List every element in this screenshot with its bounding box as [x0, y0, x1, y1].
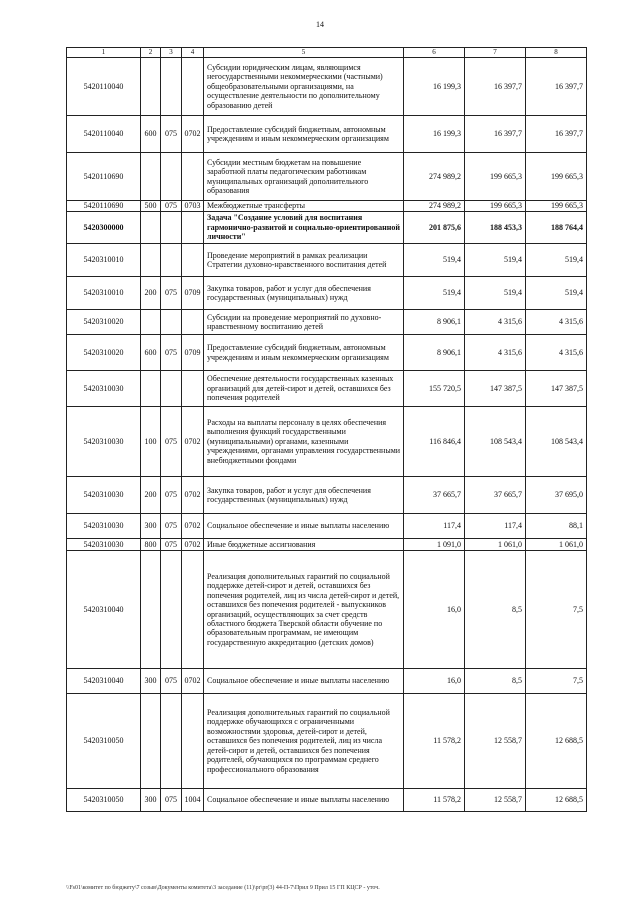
row-value-8: 37 695,0 — [526, 477, 587, 514]
row-col4 — [182, 694, 204, 789]
row-description: Проведение мероприятий в рамках реализации Стратегии духовно-нравственного воспитания детей — [204, 244, 404, 277]
row-value-6: 1 091,0 — [404, 539, 465, 551]
table-row — [67, 551, 587, 669]
table-row — [67, 153, 587, 201]
row-col4 — [182, 58, 204, 116]
row-value-7: 117,4 — [465, 514, 526, 539]
row-value-7: 16 397,7 — [465, 116, 526, 153]
row-value-8: 519,4 — [526, 277, 587, 310]
table-row — [67, 407, 587, 477]
row-col4: 0702 — [182, 407, 204, 477]
row-value-6: 274 989,2 — [404, 201, 465, 212]
row-value-7: 4 315,6 — [465, 335, 526, 371]
row-description: Предоставление субсидий бюджетным, автономным учреждениям и иным некоммерческим организациям — [204, 116, 404, 153]
row-col3: 075 — [161, 514, 182, 539]
row-description: Межбюджетные трансферты — [204, 201, 404, 212]
row-description: Закупка товаров, работ и услуг для обеспечения государственных (муниципальных) нужд — [204, 277, 404, 310]
row-col4: 0702 — [182, 514, 204, 539]
row-value-7: 37 665,7 — [465, 477, 526, 514]
row-col4 — [182, 244, 204, 277]
header-cell: 4 — [182, 48, 204, 58]
table-row — [67, 244, 587, 277]
row-value-6: 11 578,2 — [404, 789, 465, 812]
row-value-6: 16,0 — [404, 669, 465, 694]
row-description: Социальное обеспечение и иные выплаты населению — [204, 789, 404, 812]
row-col4: 0702 — [182, 669, 204, 694]
header-cell: 8 — [526, 48, 587, 58]
row-col3: 075 — [161, 789, 182, 812]
table-row — [67, 58, 587, 116]
row-col3 — [161, 153, 182, 201]
row-col3 — [161, 212, 182, 244]
row-value-6: 201 875,6 — [404, 212, 465, 244]
row-description: Субсидии местным бюджетам на повышение заработной платы педагогическим работникам муниципальных организаций дополнительного образования — [204, 153, 404, 201]
row-description: Реализация дополнительных гарантий по социальной поддержке детей-сирот и детей, оставшихся без попечения родителей, лиц из числа детей-сирот и детей, оставшихся без попечения родителей - выпускников организаций, осуществляющих за счет средств областного бюджета Тверской области обучение по образовательным программам, не имеющим государственную аккредитацию (детских домов) — [204, 551, 404, 669]
header-row — [67, 48, 587, 58]
row-value-7: 12 558,7 — [465, 789, 526, 812]
table-row — [67, 116, 587, 153]
row-col4: 0709 — [182, 277, 204, 310]
header-cell: 5 — [204, 48, 404, 58]
row-col3: 075 — [161, 116, 182, 153]
row-col2: 500 — [141, 201, 161, 212]
table-body — [67, 48, 587, 812]
table-row — [67, 477, 587, 514]
row-value-7: 519,4 — [465, 244, 526, 277]
row-col3 — [161, 310, 182, 335]
row-col4: 0703 — [182, 201, 204, 212]
row-code: 5420110040 — [67, 116, 141, 153]
row-value-6: 16 199,3 — [404, 116, 465, 153]
row-description: Задача "Создание условий для воспитания гармонично-развитой и социально-ориентированной личности" — [204, 212, 404, 244]
table-row — [67, 789, 587, 812]
row-value-8: 16 397,7 — [526, 116, 587, 153]
row-description: Обеспечение деятельности государственных казенных организаций для детей-сирот и детей, оставшихся без попечения родителей — [204, 371, 404, 407]
row-description: Субсидии на проведение мероприятий по духовно-нравственному воспитанию детей — [204, 310, 404, 335]
row-value-8: 188 764,4 — [526, 212, 587, 244]
row-value-8: 7,5 — [526, 551, 587, 669]
table-row — [67, 694, 587, 789]
table-row — [67, 371, 587, 407]
row-value-7: 4 315,6 — [465, 310, 526, 335]
row-code: 5420310020 — [67, 335, 141, 371]
row-description: Реализация дополнительных гарантий по социальной поддержке обучающихся с ограниченными возможностями здоровья, детей-сирот и детей, оставшихся без попечения родителей, лиц из числа детей-сирот и детей, оставшихся без попечения родителей, обучающихся по программам среднего профессионального образования — [204, 694, 404, 789]
row-value-6: 519,4 — [404, 277, 465, 310]
row-value-7: 188 453,3 — [465, 212, 526, 244]
table-row — [67, 335, 587, 371]
row-value-7: 147 387,5 — [465, 371, 526, 407]
header-cell: 7 — [465, 48, 526, 58]
row-code: 5420110690 — [67, 153, 141, 201]
row-code: 5420310030 — [67, 371, 141, 407]
file-path-footer: \\Fs01\комитет по бюджету\7 созыв\Документы комитета\3 заседание (11)\pr\pr(3) 44-П-7\Прил 9 Прил 15 ГП КЦСР - уточ. — [66, 885, 380, 891]
row-value-6: 37 665,7 — [404, 477, 465, 514]
row-col4 — [182, 551, 204, 669]
row-value-6: 274 989,2 — [404, 153, 465, 201]
row-code: 5420310050 — [67, 789, 141, 812]
row-value-8: 88,1 — [526, 514, 587, 539]
row-col2: 600 — [141, 335, 161, 371]
row-description: Иные бюджетные ассигнования — [204, 539, 404, 551]
table-row — [67, 539, 587, 551]
row-col3 — [161, 58, 182, 116]
header-cell: 6 — [404, 48, 465, 58]
row-col4 — [182, 310, 204, 335]
row-code: 5420310040 — [67, 669, 141, 694]
row-value-7: 199 665,3 — [465, 153, 526, 201]
table-row — [67, 514, 587, 539]
row-code: 5420110690 — [67, 201, 141, 212]
row-code: 5420310030 — [67, 407, 141, 477]
row-code: 5420310030 — [67, 514, 141, 539]
row-value-8: 1 061,0 — [526, 539, 587, 551]
row-col2: 300 — [141, 789, 161, 812]
row-col2 — [141, 58, 161, 116]
row-col3 — [161, 551, 182, 669]
row-description: Закупка товаров, работ и услуг для обеспечения государственных (муниципальных) нужд — [204, 477, 404, 514]
row-value-6: 519,4 — [404, 244, 465, 277]
row-col4 — [182, 212, 204, 244]
table-row — [67, 201, 587, 212]
row-code: 5420300000 — [67, 212, 141, 244]
row-description: Социальное обеспечение и иные выплаты населению — [204, 669, 404, 694]
row-code: 5420310010 — [67, 244, 141, 277]
row-value-6: 116 846,4 — [404, 407, 465, 477]
row-code: 5420110040 — [67, 58, 141, 116]
row-value-7: 199 665,3 — [465, 201, 526, 212]
row-col2 — [141, 153, 161, 201]
row-description: Расходы на выплаты персоналу в целях обеспечения выполнения функций государственными (муниципальными) органами, казенными учреждениями, органами управления государственными внебюджетными фондами — [204, 407, 404, 477]
row-value-8: 7,5 — [526, 669, 587, 694]
row-value-7: 12 558,7 — [465, 694, 526, 789]
row-col2: 100 — [141, 407, 161, 477]
row-value-6: 11 578,2 — [404, 694, 465, 789]
row-value-7: 519,4 — [465, 277, 526, 310]
row-col3: 075 — [161, 539, 182, 551]
row-code: 5420310040 — [67, 551, 141, 669]
row-value-6: 16,0 — [404, 551, 465, 669]
row-col3: 075 — [161, 201, 182, 212]
row-col2: 600 — [141, 116, 161, 153]
row-value-7: 1 061,0 — [465, 539, 526, 551]
row-value-8: 108 543,4 — [526, 407, 587, 477]
row-value-6: 155 720,5 — [404, 371, 465, 407]
row-value-8: 12 688,5 — [526, 789, 587, 812]
row-value-8: 16 397,7 — [526, 58, 587, 116]
table-row — [67, 310, 587, 335]
row-col2 — [141, 310, 161, 335]
row-col2: 800 — [141, 539, 161, 551]
row-value-8: 4 315,6 — [526, 310, 587, 335]
row-col2 — [141, 551, 161, 669]
row-col2: 300 — [141, 514, 161, 539]
row-value-8: 12 688,5 — [526, 694, 587, 789]
row-col3 — [161, 371, 182, 407]
row-code: 5420310030 — [67, 539, 141, 551]
row-col2: 300 — [141, 669, 161, 694]
row-col2: 200 — [141, 277, 161, 310]
row-col2 — [141, 371, 161, 407]
table-row — [67, 277, 587, 310]
row-col2: 200 — [141, 477, 161, 514]
budget-table — [66, 47, 587, 812]
row-value-7: 8,5 — [465, 669, 526, 694]
header-cell: 1 — [67, 48, 141, 58]
row-col2 — [141, 212, 161, 244]
row-code: 5420310020 — [67, 310, 141, 335]
row-code: 5420310010 — [67, 277, 141, 310]
row-value-8: 519,4 — [526, 244, 587, 277]
page-number: 14 — [316, 20, 324, 29]
row-col3: 075 — [161, 277, 182, 310]
table-row — [67, 669, 587, 694]
row-code: 5420310030 — [67, 477, 141, 514]
row-value-7: 8,5 — [465, 551, 526, 669]
row-description: Социальное обеспечение и иные выплаты населению — [204, 514, 404, 539]
row-value-6: 8 906,1 — [404, 310, 465, 335]
row-col3 — [161, 244, 182, 277]
row-value-7: 16 397,7 — [465, 58, 526, 116]
header-cell: 3 — [161, 48, 182, 58]
row-value-6: 8 906,1 — [404, 335, 465, 371]
row-col4 — [182, 371, 204, 407]
row-value-8: 4 315,6 — [526, 335, 587, 371]
row-col4: 0709 — [182, 335, 204, 371]
header-cell: 2 — [141, 48, 161, 58]
row-value-7: 108 543,4 — [465, 407, 526, 477]
row-col2 — [141, 244, 161, 277]
row-col3: 075 — [161, 669, 182, 694]
row-col4: 0702 — [182, 477, 204, 514]
row-value-8: 199 665,3 — [526, 201, 587, 212]
row-value-6: 117,4 — [404, 514, 465, 539]
row-value-8: 147 387,5 — [526, 371, 587, 407]
row-col4: 1004 — [182, 789, 204, 812]
row-col3: 075 — [161, 407, 182, 477]
row-col3: 075 — [161, 335, 182, 371]
row-description: Предоставление субсидий бюджетным, автономным учреждениям и иным некоммерческим организациям — [204, 335, 404, 371]
row-value-8: 199 665,3 — [526, 153, 587, 201]
row-col3 — [161, 694, 182, 789]
row-description: Субсидии юридическим лицам, являющимся негосударственными некоммерческими (частными) общеобразовательными организациями, на осуществление деятельности по дополнительному образованию детей — [204, 58, 404, 116]
row-value-6: 16 199,3 — [404, 58, 465, 116]
row-col4 — [182, 153, 204, 201]
table-row — [67, 212, 587, 244]
row-col4: 0702 — [182, 116, 204, 153]
row-col4: 0702 — [182, 539, 204, 551]
row-code: 5420310050 — [67, 694, 141, 789]
row-col3: 075 — [161, 477, 182, 514]
row-col2 — [141, 694, 161, 789]
